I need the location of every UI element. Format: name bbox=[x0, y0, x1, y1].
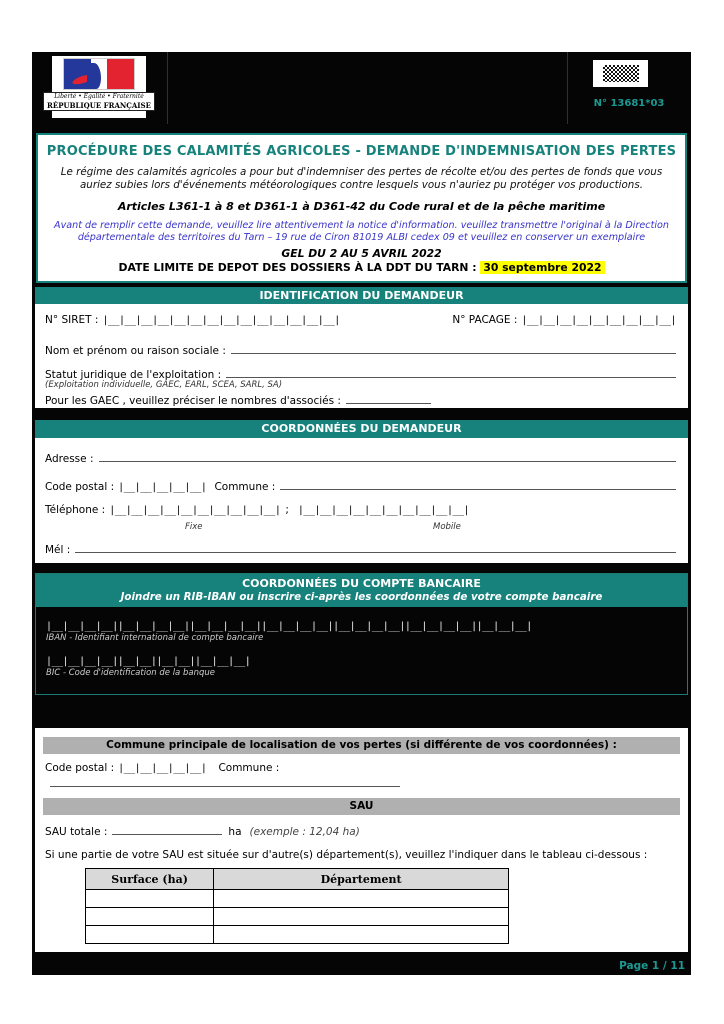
sau-table-body bbox=[86, 890, 509, 944]
gaec-label: Pour les GAEC , veuillez préciser le nombres d'associés : bbox=[45, 395, 341, 407]
mel-field[interactable] bbox=[75, 541, 676, 553]
bic-caption: BIC - Code d'identification de la banque bbox=[46, 668, 215, 678]
logo-motto: Liberté • Égalité • Fraternité bbox=[54, 93, 144, 100]
code-postal-label: Code postal : bbox=[45, 481, 115, 493]
pertes-commune-field[interactable] bbox=[50, 775, 400, 787]
header-divider bbox=[567, 52, 568, 124]
pertes-sau-section bbox=[35, 728, 688, 952]
sau-totale-row bbox=[45, 823, 676, 838]
form-title: PROCÉDURE DES CALAMITÉS AGRICOLES - DEMANDE D'INDEMNISATION DES PERTES bbox=[46, 144, 677, 159]
telephone-label: Téléphone : bbox=[45, 504, 106, 516]
coordonnees-section bbox=[35, 438, 688, 563]
gaec-row bbox=[45, 392, 676, 407]
name-row bbox=[45, 342, 676, 357]
event-line: GEL DU 2 AU 5 AVRIL 2022 bbox=[281, 246, 442, 260]
table-cell[interactable] bbox=[86, 890, 214, 908]
statut-hint: (Exploitation individuelle, GAEC, EARL, SCEA, SARL, SA) bbox=[45, 380, 283, 390]
pertes-commune-label: Commune : bbox=[218, 762, 280, 774]
table-cell[interactable] bbox=[214, 926, 509, 944]
gaec-count-field[interactable] bbox=[346, 392, 431, 404]
logo-text bbox=[43, 92, 155, 111]
telephone-mobile-boxes[interactable]: |__|__|__|__|__|__|__|__|__|__| bbox=[297, 505, 470, 516]
commune-field[interactable] bbox=[280, 478, 676, 490]
table-cell[interactable] bbox=[214, 890, 509, 908]
section-band-banque bbox=[36, 574, 687, 607]
datamatrix-pattern-icon bbox=[603, 65, 639, 82]
pacage-label: N° PACAGE : bbox=[452, 314, 518, 326]
siret-label: N° SIRET : bbox=[45, 314, 99, 326]
name-label: Nom et prénom ou raison sociale : bbox=[45, 345, 226, 357]
table-row bbox=[86, 890, 509, 908]
form-header bbox=[32, 52, 691, 124]
fixe-caption: Fixe bbox=[185, 522, 203, 532]
telephone-row bbox=[45, 504, 676, 516]
table-row bbox=[86, 908, 509, 926]
header-divider bbox=[167, 52, 168, 124]
table-cell[interactable] bbox=[86, 908, 214, 926]
code-postal-boxes[interactable]: |__|__|__|__|__| bbox=[118, 482, 207, 493]
siret-boxes[interactable]: |__|__|__|__|__|__|__|__|__|__|__|__|__|__| bbox=[102, 315, 340, 326]
statut-row bbox=[45, 366, 676, 381]
pertes-code-postal-boxes[interactable]: |__|__|__|__|__| bbox=[118, 763, 207, 774]
mel-row bbox=[45, 541, 676, 556]
identification-section bbox=[35, 304, 688, 408]
section-band-coordonnees: COORDONNÉES DU DEMANDEUR bbox=[35, 420, 688, 438]
logo-republic: RÉPUBLIQUE FRANÇAISE bbox=[47, 101, 151, 110]
title-box bbox=[36, 133, 687, 283]
statut-label: Statut juridique de l'exploitation : bbox=[45, 369, 222, 381]
sau-example: (exemple : 12,04 ha) bbox=[249, 826, 360, 838]
statut-field[interactable] bbox=[226, 366, 676, 378]
adresse-label: Adresse : bbox=[45, 453, 94, 465]
mel-label: Mél : bbox=[45, 544, 71, 556]
sau-departements-table bbox=[85, 868, 509, 944]
table-header-surface: Surface (ha) bbox=[86, 869, 214, 890]
section-band-identification: IDENTIFICATION DU DEMANDEUR bbox=[35, 287, 688, 304]
adresse-row bbox=[45, 450, 676, 465]
banque-body bbox=[36, 607, 687, 678]
legal-articles: Articles L361-1 à 8 et D361-1 à D361-42 du Code rural et de la pêche maritime bbox=[117, 199, 606, 213]
adresse-field[interactable] bbox=[99, 450, 677, 462]
datamatrix-code bbox=[593, 60, 648, 87]
name-field[interactable] bbox=[231, 342, 676, 354]
code-postal-row bbox=[45, 478, 676, 493]
siret-pacage-row bbox=[45, 314, 676, 326]
iban-boxes[interactable]: |__|__|__|__||__|__|__|__||__|__|__|__||__|__|__|__||__|__|__|__||__|__|__|__||__|__|__| bbox=[46, 621, 532, 632]
sau-band: SAU bbox=[43, 798, 680, 815]
pertes-code-postal-row bbox=[45, 762, 676, 774]
pertes-band: Commune principale de localisation de vos pertes (si différente de vos coordonnées) : bbox=[43, 737, 680, 754]
table-header-departement: Département bbox=[214, 869, 509, 890]
cerfa-sheet bbox=[32, 52, 691, 975]
page-number: Page 1 / 11 bbox=[619, 960, 685, 972]
table-header-row bbox=[86, 869, 509, 890]
banque-band-subtitle: Joindre un RIB-IBAN ou inscrire ci-après les coordonnées de votre compte bancaire bbox=[120, 591, 603, 603]
deadline-date: 30 septembre 2022 bbox=[480, 261, 604, 274]
mobile-caption: Mobile bbox=[433, 522, 461, 532]
table-cell[interactable] bbox=[86, 926, 214, 944]
form-footer bbox=[32, 952, 691, 975]
banque-band-title: COORDONNÉES DU COMPTE BANCAIRE bbox=[242, 577, 481, 590]
deadline-label: DATE LIMITE DE DEPOT DES DOSSIERS À LA DDT DU TARN : bbox=[118, 260, 477, 274]
sau-note-row bbox=[45, 849, 676, 861]
deadline-line bbox=[38, 261, 685, 274]
sau-totale-field[interactable] bbox=[112, 823, 222, 835]
table-cell[interactable] bbox=[214, 908, 509, 926]
telephone-fixe-boxes[interactable]: |__|__|__|__|__|__|__|__|__|__| bbox=[109, 505, 281, 516]
filing-notice: Avant de remplir cette demande, veuillez lire attentivement la notice d'information. veuillez transmettre l'original à la Direction départementale des territoires du Tarn – 19 rue de Ciron 81019 ALBI cedex 09 et veuillez en conserver un exemplaire bbox=[54, 219, 669, 244]
cerfa-number: N° 13681*03 bbox=[593, 98, 665, 109]
telephone-separator: ; bbox=[285, 504, 289, 516]
bic-boxes[interactable]: |__|__|__|__||__|__||__|__||__|__|__| bbox=[46, 656, 251, 667]
table-row bbox=[86, 926, 509, 944]
republique-francaise-logo bbox=[47, 56, 151, 118]
sau-note: Si une partie de votre SAU est située sur d'autre(s) département(s), veuillez l'indiquer dans le tableau ci-dessous : bbox=[45, 849, 648, 861]
pertes-code-postal-label: Code postal : bbox=[45, 762, 115, 774]
banque-section bbox=[35, 573, 688, 695]
french-flag-marianne-icon bbox=[63, 58, 135, 90]
sau-totale-label: SAU totale : bbox=[45, 826, 108, 838]
iban-caption: IBAN - Identifiant international de compte bancaire bbox=[46, 633, 264, 643]
commune-label: Commune : bbox=[214, 481, 276, 493]
sau-unit: ha bbox=[228, 826, 242, 838]
form-intro: Le régime des calamités agricoles a pour but d'indemniser des pertes de récolte et/ou des pertes de fonds que vous auriez subies lors d'événements météorologiques contre lesquels vous n'auriez pu protéger vos productions. bbox=[60, 166, 663, 192]
pacage-boxes[interactable]: |__|__|__|__|__|__|__|__|__| bbox=[521, 315, 676, 326]
